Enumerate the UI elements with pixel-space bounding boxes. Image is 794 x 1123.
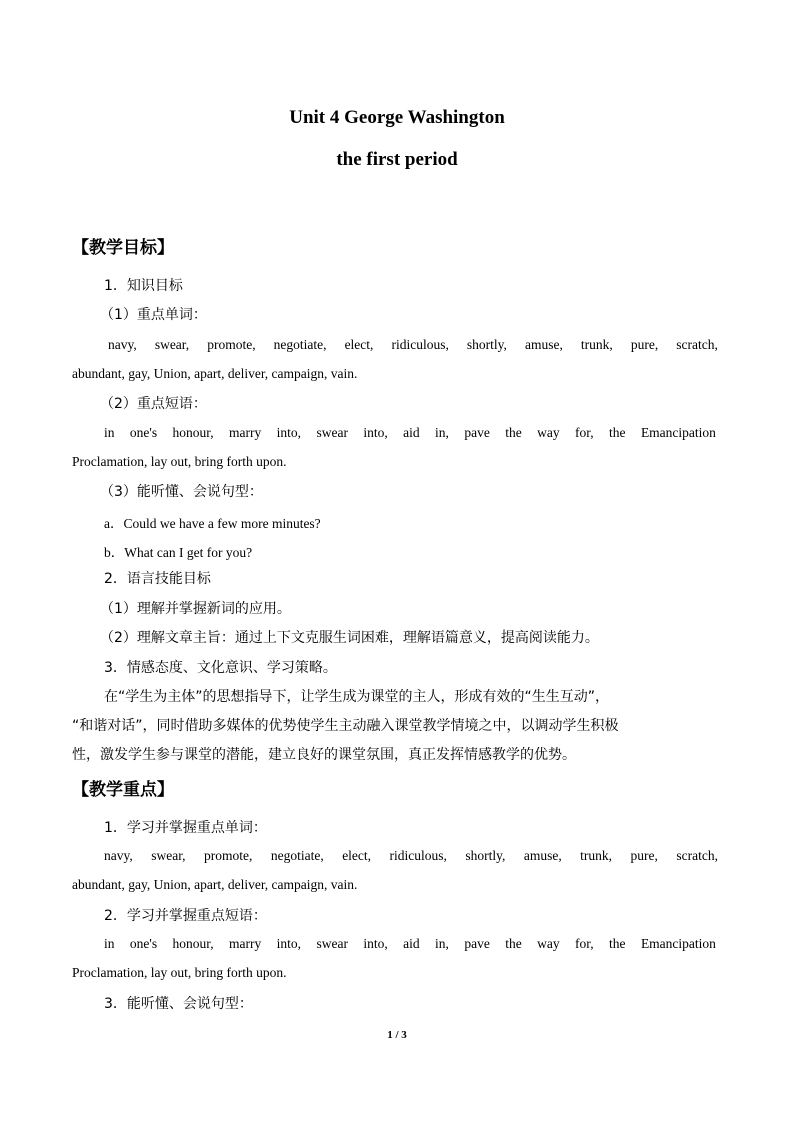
sentence-patterns-label: （3）能听懂、会说句型：	[100, 484, 263, 500]
word-token: navy,	[108, 337, 137, 352]
word-token: into,	[276, 425, 302, 440]
keypoint-phrases-line1	[104, 936, 716, 952]
word-token: for,	[575, 425, 594, 440]
word-token: pave	[464, 936, 490, 951]
word-token: elect,	[342, 848, 372, 863]
word-token: trunk,	[580, 337, 613, 352]
objective-affective: 3．情感态度、文化意识、学习策略。	[104, 660, 337, 676]
word-token: amuse,	[524, 337, 563, 352]
keypoint-phrases-line2: Proclamation, lay out, bring forth upon.	[72, 965, 287, 980]
word-token: into,	[363, 425, 388, 440]
word-token: promote,	[207, 337, 256, 352]
word-token: pure,	[630, 337, 659, 352]
word-token: honour,	[172, 936, 214, 951]
word-token: one's	[129, 936, 158, 951]
word-token: swear	[316, 936, 348, 951]
document-title: Unit 4 George Washington	[289, 107, 505, 128]
language-skill-2: （2）理解文章主旨：通过上下文克服生词困难，理解语篇意义，提高阅读能力。	[100, 630, 599, 646]
word-token: amuse,	[523, 848, 562, 863]
objective-language-skills: 2．语言技能目标	[104, 571, 211, 587]
word-token: in,	[435, 425, 449, 440]
key-phrases-line1	[104, 425, 716, 441]
document-subtitle: the first period	[336, 149, 458, 170]
word-token: Emancipation	[640, 936, 716, 951]
word-token: into,	[276, 936, 302, 951]
key-words-line2: abundant, gay, Union, apart, deliver, campaign, vain.	[72, 366, 358, 381]
key-phrases-label: （2）重点短语：	[100, 396, 207, 412]
word-token: marry	[229, 936, 262, 951]
key-words-label: （1）重点单词：	[100, 307, 207, 323]
word-token: negotiate,	[270, 848, 324, 863]
word-token: swear	[316, 425, 348, 440]
page-number: 1 / 3	[387, 1029, 407, 1041]
word-token: aid	[403, 425, 420, 440]
word-token: into,	[363, 936, 388, 951]
word-token: one's	[129, 425, 158, 440]
word-token: in,	[435, 936, 449, 951]
key-words-line1	[108, 337, 718, 353]
section-heading-objectives: 【教学目标】	[72, 238, 174, 258]
word-token: the	[505, 425, 522, 440]
word-token: in	[104, 936, 115, 951]
section-heading-key-points: 【教学重点】	[72, 780, 174, 800]
word-token: scratch,	[676, 337, 718, 352]
word-token: ridiculous,	[391, 337, 449, 352]
word-token: aid	[403, 936, 420, 951]
word-token: for,	[575, 936, 594, 951]
word-token: swear,	[151, 848, 186, 863]
paragraph-line-3: 性，激发学生参与课堂的潜能，建立良好的课堂氛围，真正发挥情感教学的优势。	[72, 747, 576, 763]
word-token: scratch,	[676, 848, 718, 863]
word-token: the	[505, 936, 522, 951]
word-token: promote,	[204, 848, 253, 863]
word-token: pure,	[630, 848, 658, 863]
keypoint-phrases-label: 2．学习并掌握重点短语：	[104, 908, 267, 924]
word-token: Emancipation	[640, 425, 716, 440]
paragraph-line-2: “和谐对话”，同时借助多媒体的优势使学生主动融入课堂教学情境之中，以调动学生积极	[72, 718, 619, 734]
word-token: navy,	[104, 848, 133, 863]
word-token: the	[609, 936, 626, 951]
word-token: way	[537, 425, 560, 440]
word-token: shortly,	[466, 337, 507, 352]
word-token: way	[537, 936, 560, 951]
keypoint-sentences-label: 3．能听懂、会说句型：	[104, 996, 253, 1012]
word-token: honour,	[172, 425, 214, 440]
keypoint-words-line1	[104, 848, 718, 864]
key-phrases-line2: Proclamation, lay out, bring forth upon.	[72, 454, 287, 469]
objective-knowledge: 1．知识目标	[104, 278, 183, 294]
paragraph-line-1: 在“学生为主体”的思想指导下，让学生成为课堂的主人，形成有效的“生生互动”，	[104, 689, 610, 705]
keypoint-words-label: 1．学习并掌握重点单词：	[104, 820, 267, 836]
word-token: the	[609, 425, 626, 440]
word-token: elect,	[344, 337, 374, 352]
word-token: shortly,	[465, 848, 506, 863]
language-skill-1: （1）理解并掌握新词的应用。	[100, 601, 291, 617]
word-token: trunk,	[580, 848, 613, 863]
word-token: pave	[464, 425, 490, 440]
word-token: in	[104, 425, 115, 440]
sentence-a: a．Could we have a few more minutes?	[104, 516, 321, 531]
sentence-b: b．What can I get for you?	[104, 545, 253, 560]
word-token: ridiculous,	[389, 848, 447, 863]
word-token: swear,	[154, 337, 190, 352]
word-token: marry	[229, 425, 262, 440]
word-token: negotiate,	[273, 337, 327, 352]
keypoint-words-line2: abundant, gay, Union, apart, deliver, campaign, vain.	[72, 877, 358, 892]
